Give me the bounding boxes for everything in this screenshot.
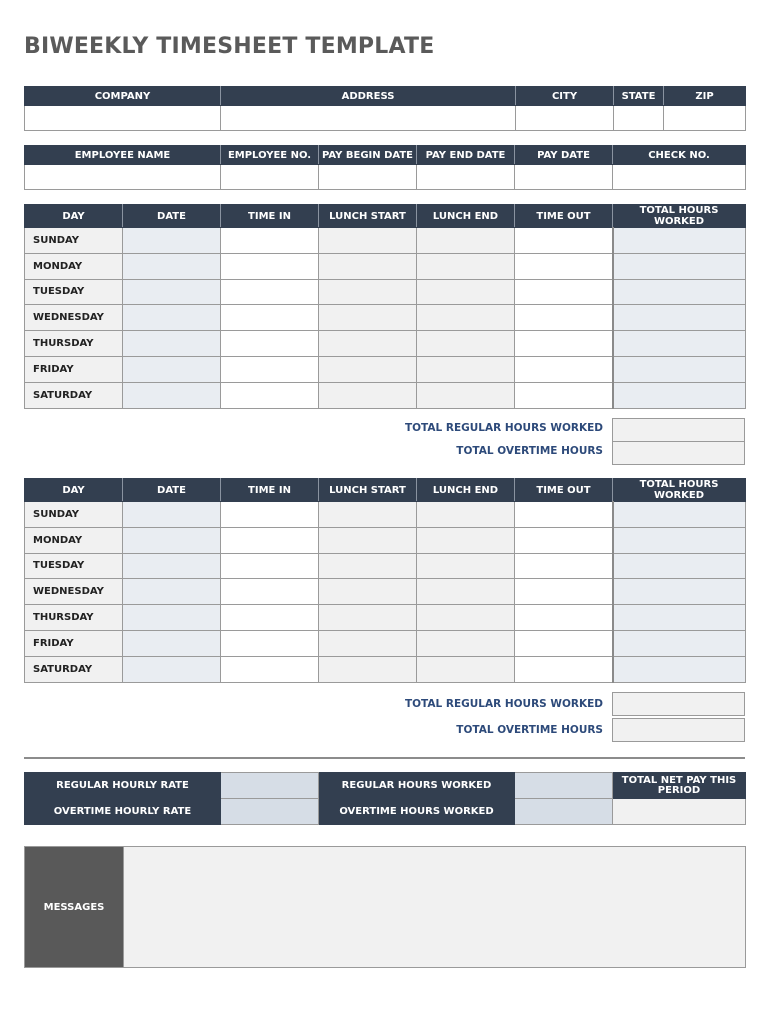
lunch-start-field[interactable] bbox=[319, 553, 417, 579]
pay-date-field[interactable] bbox=[515, 165, 613, 190]
time-out-field[interactable] bbox=[515, 331, 613, 357]
lunch-end-field[interactable] bbox=[417, 305, 515, 331]
timesheet-row bbox=[25, 579, 746, 605]
date-field[interactable] bbox=[123, 553, 221, 579]
week-1-total-regular-label: TOTAL REGULAR HOURS WORKED bbox=[404, 422, 603, 434]
total-hours-field[interactable] bbox=[613, 527, 746, 553]
employee-no-field[interactable] bbox=[221, 165, 319, 190]
timesheet-row bbox=[25, 331, 746, 357]
lunch-start-field[interactable] bbox=[319, 279, 417, 305]
date-field[interactable] bbox=[123, 630, 221, 656]
day-label: SUNDAY bbox=[25, 502, 123, 528]
date-header: DATE bbox=[123, 479, 221, 502]
date-field[interactable] bbox=[123, 579, 221, 605]
regular-hourly-rate-label: REGULAR HOURLY RATE bbox=[25, 773, 221, 799]
lunch-start-field[interactable] bbox=[319, 579, 417, 605]
time-out-field[interactable] bbox=[515, 228, 613, 254]
time-in-field[interactable] bbox=[221, 527, 319, 553]
timesheet-row bbox=[25, 605, 746, 631]
time-in-field[interactable] bbox=[221, 331, 319, 357]
time-in-field[interactable] bbox=[221, 356, 319, 382]
lunch-start-header: LUNCH START bbox=[319, 205, 417, 228]
employee-no-header: EMPLOYEE NO. bbox=[221, 146, 319, 165]
messages-field[interactable] bbox=[123, 847, 745, 967]
regular-hours-worked-field[interactable] bbox=[515, 773, 613, 799]
week-2-total-overtime-label: TOTAL OVERTIME HOURS bbox=[456, 724, 603, 736]
address-field[interactable] bbox=[221, 106, 516, 131]
total-hours-field[interactable] bbox=[613, 579, 746, 605]
date-field[interactable] bbox=[123, 502, 221, 528]
lunch-end-field[interactable] bbox=[417, 656, 515, 682]
lunch-start-field[interactable] bbox=[319, 527, 417, 553]
time-out-header: TIME OUT bbox=[515, 479, 613, 502]
timesheet-row bbox=[25, 305, 746, 331]
lunch-end-field[interactable] bbox=[417, 228, 515, 254]
pay-end-date-header: PAY END DATE bbox=[417, 146, 515, 165]
timesheet-row bbox=[25, 553, 746, 579]
total-hours-field[interactable] bbox=[613, 656, 746, 682]
day-label: FRIDAY bbox=[25, 630, 123, 656]
week-1-total-overtime-field[interactable] bbox=[612, 441, 745, 465]
lunch-start-field[interactable] bbox=[319, 656, 417, 682]
time-in-field[interactable] bbox=[221, 253, 319, 279]
time-out-field[interactable] bbox=[515, 527, 613, 553]
date-field[interactable] bbox=[123, 228, 221, 254]
city-field[interactable] bbox=[516, 106, 614, 131]
date-field[interactable] bbox=[123, 331, 221, 357]
state-header: STATE bbox=[614, 87, 664, 106]
address-header: ADDRESS bbox=[221, 87, 516, 106]
day-label: SATURDAY bbox=[25, 382, 123, 408]
time-out-header: TIME OUT bbox=[515, 205, 613, 228]
total-net-pay-label: TOTAL NET PAY THIS PERIOD bbox=[613, 773, 746, 799]
pay-summary-table bbox=[24, 772, 746, 825]
day-label: MONDAY bbox=[25, 527, 123, 553]
lunch-start-field[interactable] bbox=[319, 356, 417, 382]
lunch-end-header: LUNCH END bbox=[417, 479, 515, 502]
overtime-hourly-rate-label: OVERTIME HOURLY RATE bbox=[25, 799, 221, 825]
regular-hourly-rate-field[interactable] bbox=[221, 773, 319, 799]
time-out-field[interactable] bbox=[515, 502, 613, 528]
week-2-total-overtime-field[interactable] bbox=[612, 718, 745, 742]
overtime-hours-worked-field[interactable] bbox=[515, 799, 613, 825]
time-out-field[interactable] bbox=[515, 305, 613, 331]
total-hours-field[interactable] bbox=[613, 553, 746, 579]
week-1-total-regular-field[interactable] bbox=[612, 418, 745, 442]
timesheet-row bbox=[25, 356, 746, 382]
employee-name-header: EMPLOYEE NAME bbox=[25, 146, 221, 165]
timesheet-row bbox=[25, 656, 746, 682]
timesheet-row bbox=[25, 630, 746, 656]
lunch-end-header: LUNCH END bbox=[417, 205, 515, 228]
total-hours-field[interactable] bbox=[613, 253, 746, 279]
lunch-end-field[interactable] bbox=[417, 331, 515, 357]
overtime-hours-worked-label: OVERTIME HOURS WORKED bbox=[319, 799, 515, 825]
total-hours-field[interactable] bbox=[613, 630, 746, 656]
time-out-field[interactable] bbox=[515, 356, 613, 382]
lunch-start-field[interactable] bbox=[319, 331, 417, 357]
lunch-start-header: LUNCH START bbox=[319, 479, 417, 502]
total-hours-field[interactable] bbox=[613, 605, 746, 631]
time-in-field[interactable] bbox=[221, 656, 319, 682]
time-in-field[interactable] bbox=[221, 502, 319, 528]
lunch-end-field[interactable] bbox=[417, 579, 515, 605]
overtime-hourly-rate-field[interactable] bbox=[221, 799, 319, 825]
total-hours-field[interactable] bbox=[613, 382, 746, 408]
time-out-field[interactable] bbox=[515, 656, 613, 682]
total-hours-field[interactable] bbox=[613, 331, 746, 357]
day-label: TUESDAY bbox=[25, 553, 123, 579]
employee-name-field[interactable] bbox=[25, 165, 221, 190]
time-in-field[interactable] bbox=[221, 279, 319, 305]
zip-field[interactable] bbox=[664, 106, 746, 131]
time-out-field[interactable] bbox=[515, 553, 613, 579]
time-out-field[interactable] bbox=[515, 605, 613, 631]
lunch-end-field[interactable] bbox=[417, 527, 515, 553]
date-field[interactable] bbox=[123, 279, 221, 305]
total-hours-field[interactable] bbox=[613, 305, 746, 331]
time-in-header: TIME IN bbox=[221, 205, 319, 228]
employee-info-table bbox=[24, 145, 746, 190]
date-field[interactable] bbox=[123, 253, 221, 279]
lunch-end-field[interactable] bbox=[417, 253, 515, 279]
time-out-field[interactable] bbox=[515, 579, 613, 605]
total-hours-field[interactable] bbox=[613, 356, 746, 382]
date-header: DATE bbox=[123, 205, 221, 228]
timesheet-row bbox=[25, 382, 746, 408]
lunch-start-field[interactable] bbox=[319, 630, 417, 656]
lunch-end-field[interactable] bbox=[417, 630, 515, 656]
week-2-total-regular-label: TOTAL REGULAR HOURS WORKED bbox=[404, 698, 603, 710]
lunch-start-field[interactable] bbox=[319, 305, 417, 331]
lunch-start-field[interactable] bbox=[319, 502, 417, 528]
time-in-header: TIME IN bbox=[221, 479, 319, 502]
time-in-field[interactable] bbox=[221, 579, 319, 605]
pay-date-header: PAY DATE bbox=[515, 146, 613, 165]
day-label: THURSDAY bbox=[25, 331, 123, 357]
day-header: DAY bbox=[25, 205, 123, 228]
timesheet-row bbox=[25, 527, 746, 553]
time-out-field[interactable] bbox=[515, 382, 613, 408]
company-field[interactable] bbox=[25, 106, 221, 131]
timesheet-row bbox=[25, 253, 746, 279]
total-hours-header: TOTAL HOURS WORKED bbox=[613, 479, 746, 502]
messages-label: MESSAGES bbox=[25, 847, 123, 967]
city-header: CITY bbox=[516, 87, 614, 106]
day-label: THURSDAY bbox=[25, 605, 123, 631]
lunch-end-field[interactable] bbox=[417, 502, 515, 528]
lunch-start-field[interactable] bbox=[319, 382, 417, 408]
date-field[interactable] bbox=[123, 382, 221, 408]
week-1-total-overtime-label: TOTAL OVERTIME HOURS bbox=[456, 445, 603, 457]
zip-header: ZIP bbox=[664, 87, 746, 106]
time-in-field[interactable] bbox=[221, 605, 319, 631]
check-no-field[interactable] bbox=[613, 165, 746, 190]
total-hours-field[interactable] bbox=[613, 279, 746, 305]
week-2-timesheet bbox=[24, 478, 746, 683]
pay-begin-date-field[interactable] bbox=[319, 165, 417, 190]
timesheet-row bbox=[25, 279, 746, 305]
time-out-field[interactable] bbox=[515, 279, 613, 305]
date-field[interactable] bbox=[123, 656, 221, 682]
state-field[interactable] bbox=[614, 106, 664, 131]
time-in-field[interactable] bbox=[221, 553, 319, 579]
day-label: WEDNESDAY bbox=[25, 579, 123, 605]
time-in-field[interactable] bbox=[221, 630, 319, 656]
lunch-end-field[interactable] bbox=[417, 553, 515, 579]
lunch-end-field[interactable] bbox=[417, 382, 515, 408]
total-hours-header: TOTAL HOURS WORKED bbox=[613, 205, 746, 228]
timesheet-row bbox=[25, 502, 746, 528]
date-field[interactable] bbox=[123, 305, 221, 331]
company-header: COMPANY bbox=[25, 87, 221, 106]
week-2-total-regular-field[interactable] bbox=[612, 692, 745, 716]
company-info-table bbox=[24, 86, 746, 131]
lunch-start-field[interactable] bbox=[319, 228, 417, 254]
time-in-field[interactable] bbox=[221, 228, 319, 254]
pay-end-date-field[interactable] bbox=[417, 165, 515, 190]
day-header: DAY bbox=[25, 479, 123, 502]
lunch-start-field[interactable] bbox=[319, 605, 417, 631]
day-label: SUNDAY bbox=[25, 228, 123, 254]
time-in-field[interactable] bbox=[221, 305, 319, 331]
check-no-header: CHECK NO. bbox=[613, 146, 746, 165]
day-label: SATURDAY bbox=[25, 656, 123, 682]
time-out-field[interactable] bbox=[515, 253, 613, 279]
total-hours-field[interactable] bbox=[613, 502, 746, 528]
lunch-end-field[interactable] bbox=[417, 279, 515, 305]
pay-begin-date-header: PAY BEGIN DATE bbox=[319, 146, 417, 165]
date-field[interactable] bbox=[123, 605, 221, 631]
date-field[interactable] bbox=[123, 356, 221, 382]
regular-hours-worked-label: REGULAR HOURS WORKED bbox=[319, 773, 515, 799]
date-field[interactable] bbox=[123, 527, 221, 553]
day-label: TUESDAY bbox=[25, 279, 123, 305]
day-label: WEDNESDAY bbox=[25, 305, 123, 331]
lunch-end-field[interactable] bbox=[417, 605, 515, 631]
lunch-end-field[interactable] bbox=[417, 356, 515, 382]
day-label: MONDAY bbox=[25, 253, 123, 279]
time-out-field[interactable] bbox=[515, 630, 613, 656]
page-title: BIWEEKLY TIMESHEET TEMPLATE bbox=[24, 34, 435, 59]
messages-section bbox=[24, 846, 746, 968]
section-divider bbox=[24, 757, 745, 759]
total-hours-field[interactable] bbox=[613, 228, 746, 254]
week-1-timesheet bbox=[24, 204, 746, 409]
total-net-pay-field[interactable] bbox=[613, 799, 746, 825]
lunch-start-field[interactable] bbox=[319, 253, 417, 279]
day-label: FRIDAY bbox=[25, 356, 123, 382]
timesheet-row bbox=[25, 228, 746, 254]
time-in-field[interactable] bbox=[221, 382, 319, 408]
